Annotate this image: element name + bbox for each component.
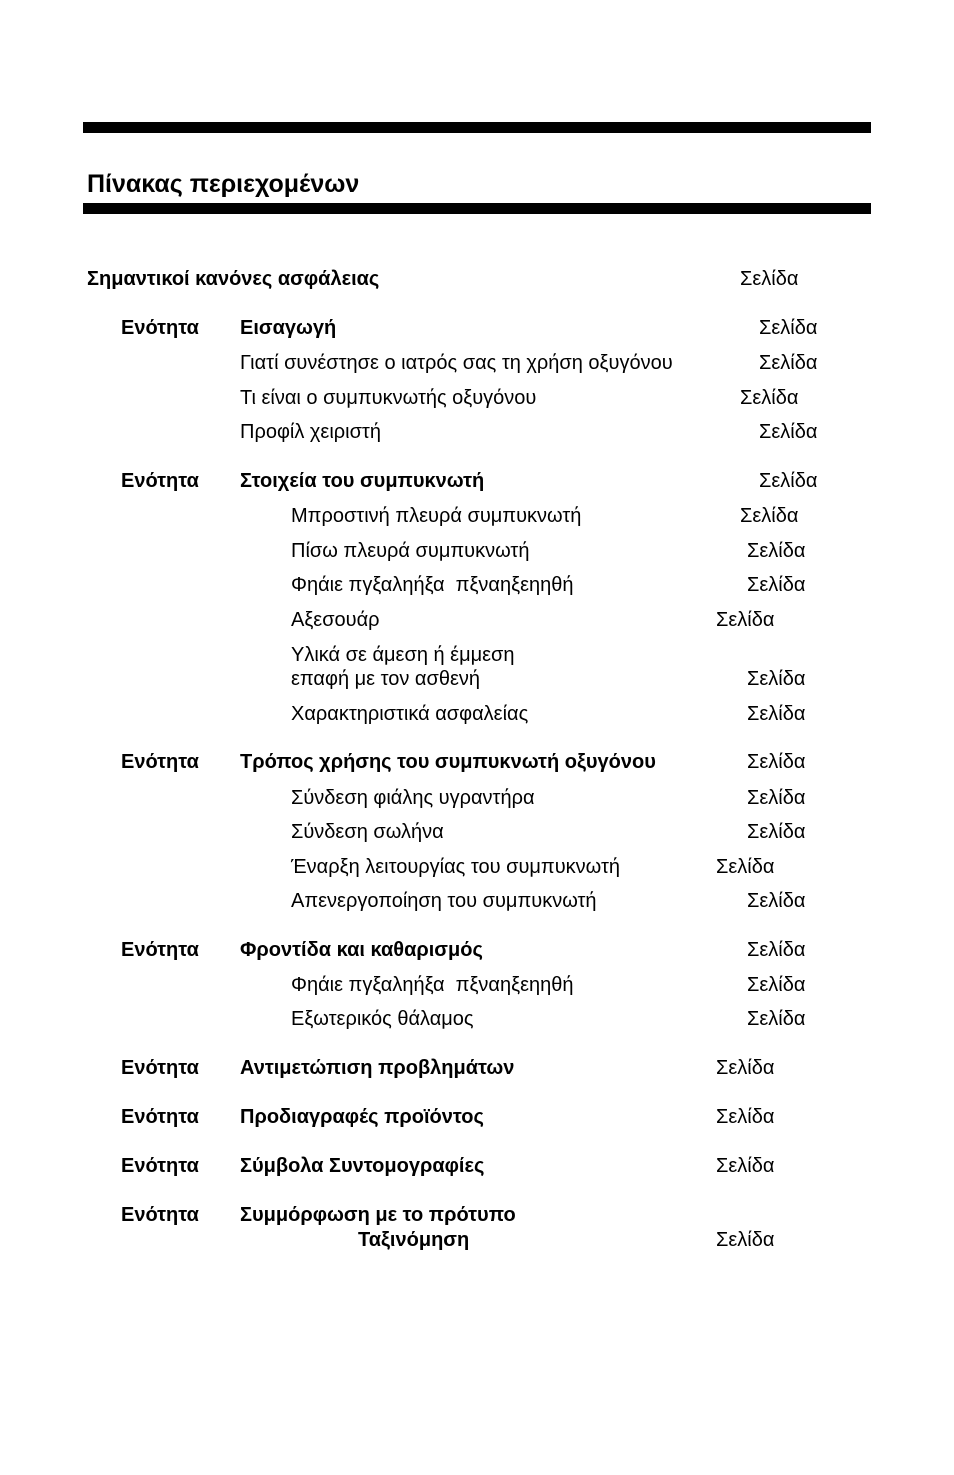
section-3-item-2-page: Σελίδα: [747, 821, 806, 843]
section-4-page: Σελίδα: [747, 939, 806, 961]
section-6-heading: Προδιαγραφές προϊόντος: [240, 1106, 484, 1128]
section-3-heading: Τρόπος χρήσης του συμπυκνωτή οξυγόνου: [240, 751, 656, 773]
title-underline-rule: [83, 203, 871, 214]
section-1-item-3: Προφίλ χειριστή: [240, 421, 381, 443]
section-2-page: Σελίδα: [759, 470, 818, 492]
section-2-item-4-page: Σελίδα: [716, 609, 775, 631]
section-1-item-3-page: Σελίδα: [759, 421, 818, 443]
section-3-item-4: Απενεργοποίηση του συμπυκνωτή: [291, 890, 597, 912]
section-1-page: Σελίδα: [759, 317, 818, 339]
section-2-item-2-page: Σελίδα: [747, 540, 806, 562]
section-2-item-5-line-1: Υλικά σε άμεση ή έμμεση: [291, 644, 515, 666]
section-1-item-1: Γιατί συνέστησε ο ιατρός σας τη χρήση οξυγόνου: [240, 352, 673, 374]
section-6-page: Σελίδα: [716, 1106, 775, 1128]
section-3-item-1-page: Σελίδα: [747, 787, 806, 809]
section-2-item-1: Μπροστινή πλευρά συμπυκνωτή: [291, 505, 582, 527]
section-2-heading: Στοιχεία του συμπυκνωτή: [240, 470, 485, 492]
section-6-label: Ενότητα: [121, 1106, 199, 1128]
section-4-label: Ενότητα: [121, 939, 199, 961]
section-1-heading: Εισαγωγή: [240, 317, 337, 339]
section-7-heading: Σύμβολα Συντομογραφίες: [240, 1155, 485, 1177]
section-4-item-2-page: Σελίδα: [747, 1008, 806, 1030]
section-5-heading: Αντιμετώπιση προβλημάτων: [240, 1057, 515, 1079]
section-3-item-3: Έναρξη λειτουργίας του συμπυκνωτή: [291, 856, 621, 878]
page-title: Πίνακας περιεχομένων: [87, 170, 360, 198]
section-7-page: Σελίδα: [716, 1155, 775, 1177]
section-5-page: Σελίδα: [716, 1057, 775, 1079]
section-3-item-1: Σύνδεση φιάλης υγραντήρα: [291, 787, 535, 809]
toc-safety-label: Σημαντικοί κανόνες ασφάλειας: [87, 268, 380, 290]
section-3-label: Ενότητα: [121, 751, 199, 773]
section-4-item-1: Φηάιε πγξαληήξα πξναηξεηηθή: [291, 974, 574, 996]
section-3-item-3-page: Σελίδα: [716, 856, 775, 878]
section-8-heading-line-2: Ταξινόμηση: [358, 1229, 470, 1251]
section-2-item-1-page: Σελίδα: [740, 505, 799, 527]
section-2-item-3: Φηάιε πγξαληήξα πξναηξεηηθή: [291, 574, 574, 596]
section-7-label: Ενότητα: [121, 1155, 199, 1177]
section-4-heading: Φροντίδα και καθαρισμός: [240, 939, 483, 961]
section-2-label: Ενότητα: [121, 470, 199, 492]
section-2-item-4: Αξεσουάρ: [291, 609, 380, 631]
section-2-item-2: Πίσω πλευρά συμπυκνωτή: [291, 540, 530, 562]
section-2-item-5-line-2: επαφή με τον ασθενή: [291, 668, 481, 690]
section-2-item-3-page: Σελίδα: [747, 574, 806, 596]
section-4-item-1-page: Σελίδα: [747, 974, 806, 996]
section-3-item-2: Σύνδεση σωλήνα: [291, 821, 444, 843]
section-1-item-2-page: Σελίδα: [740, 387, 799, 409]
section-8-heading-line-1: Συμμόρφωση με το πρότυπο: [240, 1204, 516, 1226]
section-3-page: Σελίδα: [747, 751, 806, 773]
toc-safety-page: Σελίδα: [740, 268, 799, 290]
section-1-item-2: Τι είναι ο συμπυκνωτής οξυγόνου: [240, 387, 537, 409]
section-8-page: Σελίδα: [716, 1229, 775, 1251]
top-rule: [83, 122, 871, 133]
section-1-item-1-page: Σελίδα: [759, 352, 818, 374]
section-4-item-2: Εξωτερικός θάλαμος: [291, 1008, 474, 1030]
section-8-label: Ενότητα: [121, 1204, 199, 1226]
section-1-label: Ενότητα: [121, 317, 199, 339]
section-2-item-6: Χαρακτηριστικά ασφαλείας: [291, 703, 529, 725]
section-3-item-4-page: Σελίδα: [747, 890, 806, 912]
section-2-item-6-page: Σελίδα: [747, 703, 806, 725]
section-5-label: Ενότητα: [121, 1057, 199, 1079]
section-2-item-5-page: Σελίδα: [747, 668, 806, 690]
